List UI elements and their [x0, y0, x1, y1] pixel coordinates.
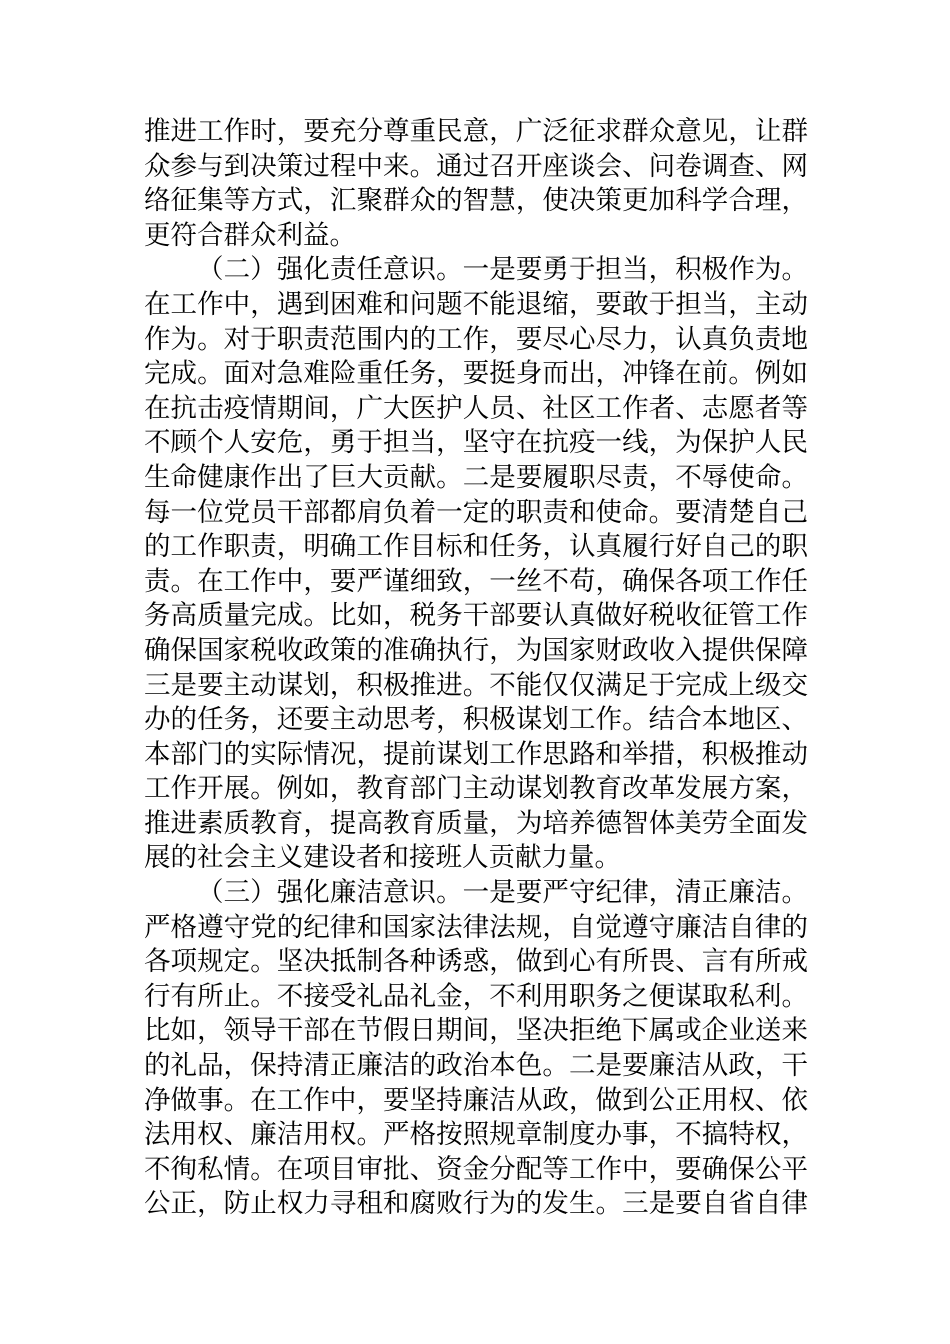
text-line: 作为。对于职责范围内的工作，要尽心尽力，认真负责地 [144, 323, 808, 355]
text-line: 各项规定。坚决抵制各种诱惑，做到心有所畏、言有所戒 [144, 946, 808, 978]
text-line: 在抗击疫情期间，广大医护人员、社区工作者、志愿者等 [144, 392, 808, 424]
text-line: 展的社会主义建设者和接班人贡献力量。 [144, 842, 621, 874]
text-line: 公正，防止权力寻租和腐败行为的发生。三是要自省自律 [144, 1188, 808, 1220]
text-line: 的工作职责，明确工作目标和任务，认真履行好自己的职 [144, 531, 808, 563]
text-line: 三是要主动谋划，积极推进。不能仅仅满足于完成上级交 [144, 669, 808, 701]
text-line: 完成。面对急难险重任务，要挺身而出，冲锋在前。例如 [144, 358, 808, 390]
text-line: 务高质量完成。比如，税务干部要认真做好税收征管工作 [144, 600, 808, 632]
text-line: 工作开展。例如，教育部门主动谋划教育改革发展方案， [144, 773, 808, 805]
text-line: 法用权、廉洁用权。严格按照规章制度办事，不搞特权， [144, 1119, 808, 1151]
text-line: 不徇私情。在项目审批、资金分配等工作中，要确保公平 [144, 1153, 808, 1185]
text-line: 不顾个人安危，勇于担当，坚守在抗疫一线，为保护人民 [144, 427, 808, 459]
text-line: 络征集等方式，汇聚群众的智慧，使决策更加科学合理， [144, 185, 808, 217]
text-line: 责。在工作中，要严谨细致，一丝不苟，确保各项工作任 [144, 565, 808, 597]
text-line: 推进素质教育，提高教育质量，为培养德智体美劳全面发 [144, 807, 808, 839]
text-line: 推进工作时，要充分尊重民意，广泛征求群众意见，让群 [144, 116, 808, 147]
text-line: 生命健康作出了巨大贡献。二是要履职尽责，不辱使命。 [144, 461, 808, 493]
section-heading-line: （二）强化责任意识。一是要勇于担当，积极作为。 [197, 254, 808, 286]
text-line: 的礼品，保持清正廉洁的政治本色。二是要廉洁从政，干 [144, 1050, 808, 1082]
body-text [144, 115, 808, 1222]
section-heading-line: （三）强化廉洁意识。一是要严守纪律，清正廉洁。 [197, 877, 808, 909]
text-line: 行有所止。不接受礼品礼金，不利用职务之便谋取私利。 [144, 980, 808, 1012]
text-line: 比如，领导干部在节假日期间，坚决拒绝下属或企业送来 [144, 1015, 808, 1047]
text-line: 本部门的实际情况，提前谋划工作思路和举措，积极推动 [144, 738, 808, 770]
text-line: 众参与到决策过程中来。通过召开座谈会、问卷调查、网 [144, 150, 808, 182]
text-line: 严格遵守党的纪律和国家法律法规，自觉遵守廉洁自律的 [144, 911, 808, 943]
text-line: 更符合群众利益。 [144, 219, 356, 251]
text-line: 确保国家税收政策的准确执行，为国家财政收入提供保障 [144, 634, 808, 666]
text-line: 净做事。在工作中，要坚持廉洁从政，做到公正用权、依 [144, 1084, 808, 1116]
text-line: 在工作中，遇到困难和问题不能退缩，要敢于担当，主动 [144, 288, 808, 320]
text-line: 办的任务，还要主动思考，积极谋划工作。结合本地区、 [144, 704, 808, 736]
text-line: 每一位党员干部都肩负着一定的职责和使命。要清楚自己 [144, 496, 808, 528]
